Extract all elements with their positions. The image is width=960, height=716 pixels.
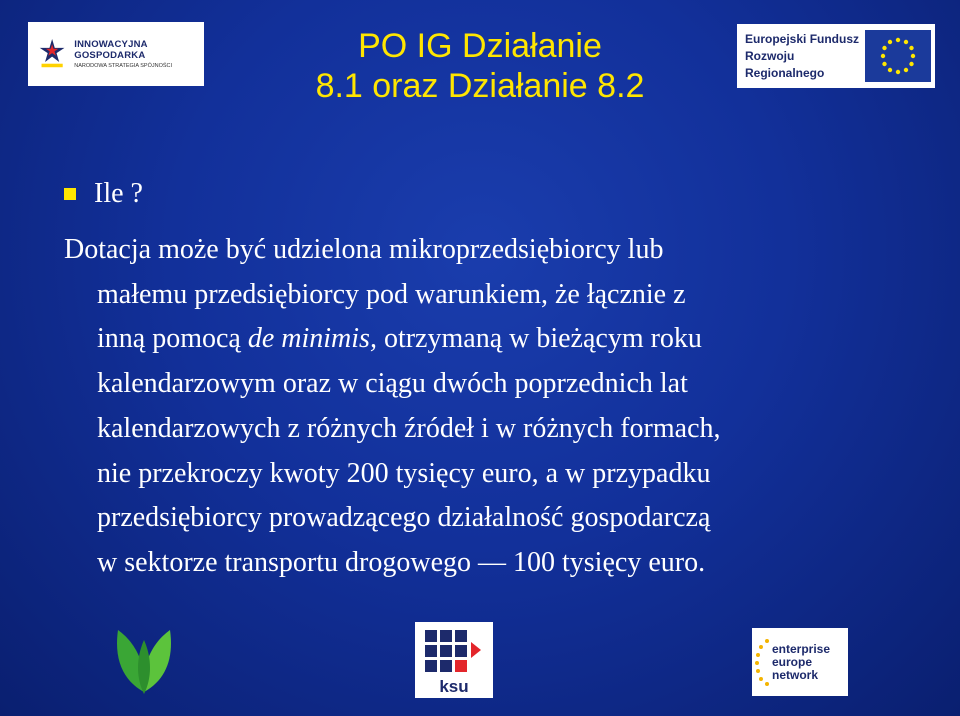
body-line: przedsiębiorcy prowadzącego działalność gospodarczą (97, 502, 711, 534)
logo-left-line2: NARODOWA STRATEGIA SPÓJNOŚCI (74, 63, 173, 69)
eu-flag-icon (865, 30, 931, 82)
body-line: małemu przedsiębiorcy pod warunkiem, że łącznie z (97, 278, 686, 310)
een-line3: network (772, 667, 819, 682)
ksu-label: ksu (439, 677, 469, 696)
enterprise-europe-network-logo (752, 628, 848, 696)
body-line: kalendarzowym oraz w ciągu dwóch poprzednich lat (97, 368, 688, 400)
title-line1: PO IG Działanie (358, 27, 602, 65)
een-line1: enterprise (772, 641, 831, 656)
body-line: w sektorze transportu drogowego — 100 tysięcy euro. (97, 546, 706, 578)
body-span: inną pomocą (97, 323, 248, 355)
innowacyjna-gospodarka-logo (28, 22, 204, 86)
body-paragraph (64, 228, 944, 586)
de-minimis-italic: de minimis, (247, 323, 377, 355)
bullet-item (64, 178, 143, 210)
body-line: nie przekroczy kwoty 200 tysięcy euro, a w przypadku (97, 457, 711, 489)
een-line2: europe (772, 654, 813, 669)
title-line2: 8.1 oraz Działanie 8.2 (315, 67, 645, 105)
body-line: kalendarzowych z różnych źródeł i w różnych formach, (97, 412, 721, 444)
ksu-logo (415, 622, 493, 698)
star-flag-icon (38, 35, 66, 73)
bullet-text: Ile ? (94, 178, 143, 209)
leaf-logo-icon (108, 622, 180, 701)
slide-title (260, 26, 700, 106)
body-line: Dotacja może być udzielona mikroprzedsiębiorcy lub (64, 234, 664, 265)
body-line-mixed (64, 317, 944, 362)
efrr-logo (737, 24, 935, 88)
square-bullet-icon (64, 188, 76, 200)
efrr-line1: Europejski Fundusz (745, 31, 860, 46)
efrr-line2: Rozwoju Regionalnego (745, 48, 825, 80)
star-ring-icon (755, 637, 773, 687)
logo-left-line1: INNOWACYJNA GOSPODARKA (74, 39, 148, 61)
body-span: otrzymaną w bieżącym roku (376, 323, 702, 355)
